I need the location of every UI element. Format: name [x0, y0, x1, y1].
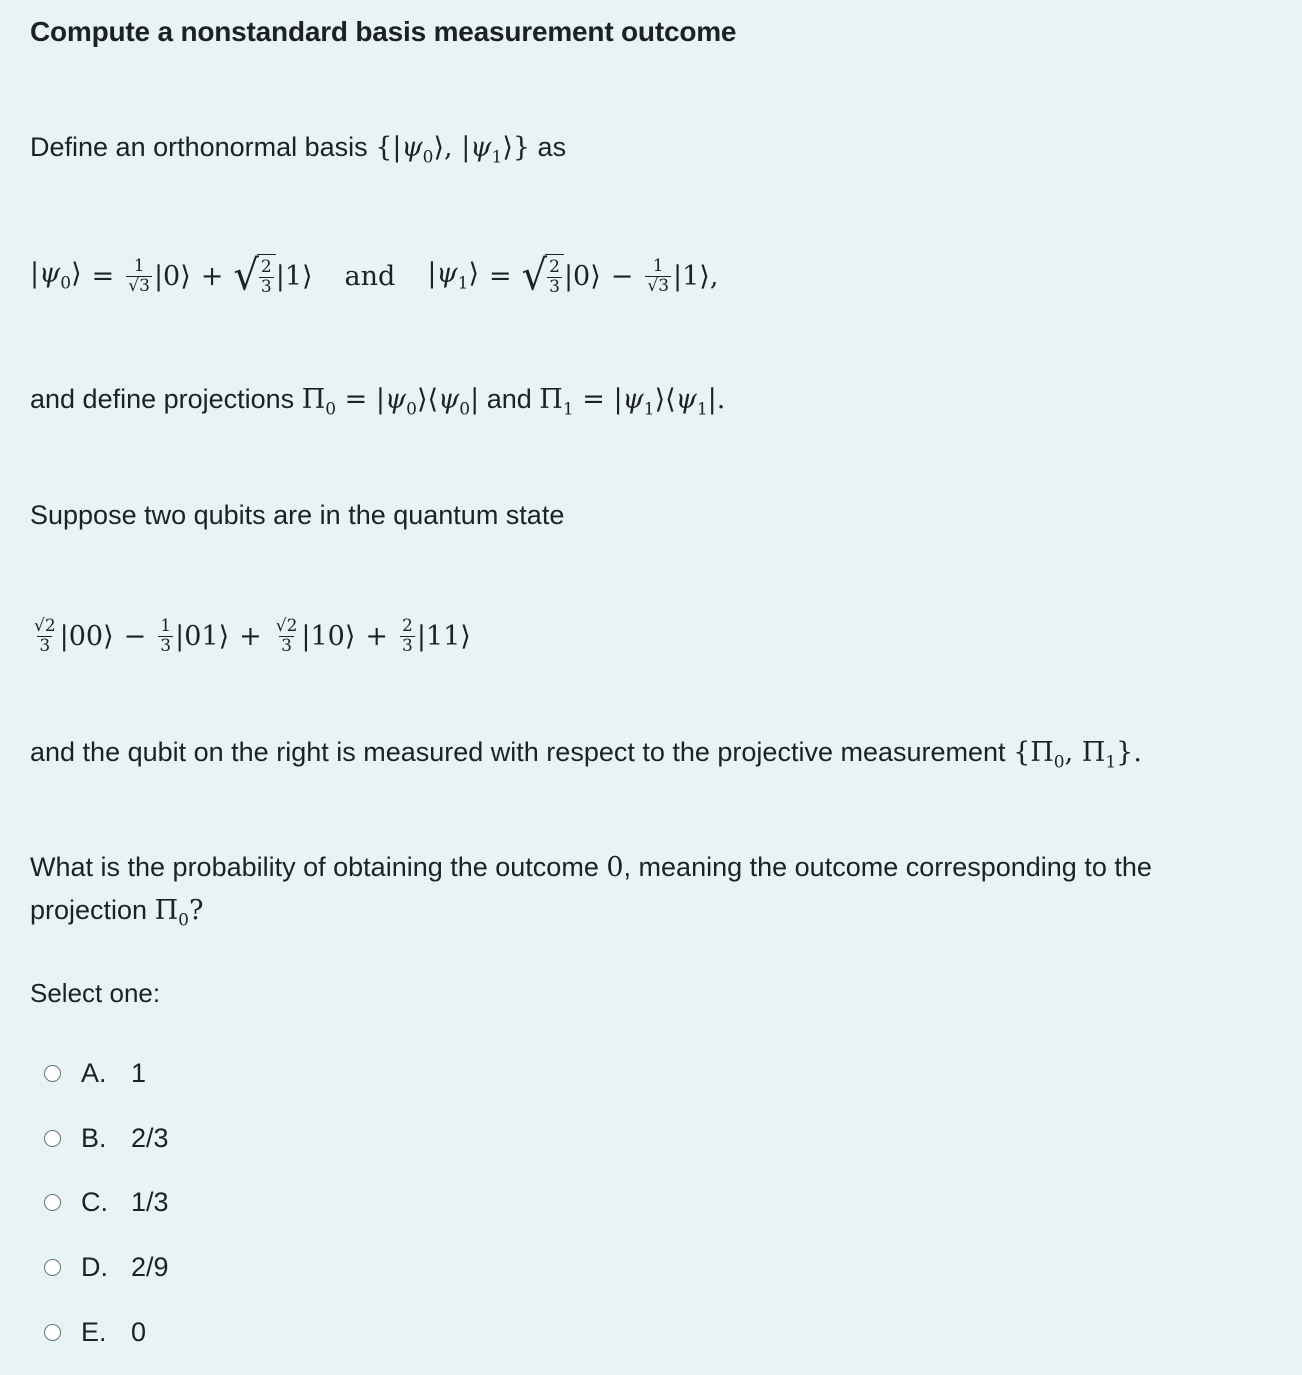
select-one-label: Select one: [30, 978, 161, 1008]
option-c[interactable] [44, 1182, 169, 1222]
option-value: 1/3 [131, 1186, 169, 1217]
option-value: 2/3 [131, 1122, 169, 1153]
radio-button-icon[interactable] [44, 1259, 61, 1276]
option-e[interactable] [44, 1312, 146, 1352]
fraction-sqrt2-over-3: $\frac{√2}{3}$ [275, 615, 298, 656]
basis-definition [30, 126, 566, 179]
option-letter: D. [81, 1251, 108, 1282]
outcome-zero-math: 0 [606, 852, 624, 883]
option-letter: C. [81, 1186, 108, 1217]
fraction-1-over-sqrt3: $\frac{1}{√3}$ [128, 255, 150, 296]
radio-button-icon[interactable] [44, 1065, 61, 1082]
projections-prefix: and define projections [30, 384, 295, 414]
projections-and-text: and [486, 384, 532, 414]
radio-button-icon[interactable] [44, 1130, 61, 1147]
projection-0-question-math: $\Pi_0$? [154, 895, 204, 931]
option-value: 1 [131, 1057, 147, 1088]
measurement-prefix: and the qubit on the right is measured with respect to the projective measurement [30, 737, 1006, 767]
option-d[interactable] [44, 1247, 169, 1287]
basis-intro-suffix: as [537, 132, 567, 162]
option-value: 2/9 [131, 1251, 169, 1282]
fraction-2-over-3: $\frac{2}{3}$ [402, 615, 413, 656]
probability-text-1: What is the probability of obtaining the outcome [30, 852, 599, 882]
projections-definition [30, 378, 725, 431]
fraction-sqrt2-over-3: $\frac{√2}{3}$ [34, 615, 56, 656]
state-equation: $\frac{√2}{3}$ |00⟩ − $\frac{1}{3}$ |01⟩ + $\frac{√2}{3}$ |10⟩ + $\frac{2}{3}$ |11⟩ [34, 615, 471, 656]
state-intro: Suppose two qubits are in the quantum state [30, 500, 565, 530]
projection-0-math: $\Pi_0$ = $|\psi_0⟩⟨\psi_0|$ [301, 384, 480, 420]
probability-text-3: projection [30, 895, 148, 925]
probability-text-2: , meaning the outcome corresponding to the [623, 852, 1152, 882]
option-letter: A. [81, 1057, 107, 1088]
option-letter: B. [81, 1122, 107, 1153]
option-letter: E. [81, 1316, 107, 1347]
radio-button-icon[interactable] [44, 1324, 61, 1341]
basis-set-math: {$|\psi_0⟩$, $|\psi_1⟩$} [375, 132, 531, 168]
projection-1-math: $\Pi_1$ = $|\psi_1⟩⟨\psi_1|$. [539, 384, 726, 420]
option-b[interactable] [44, 1118, 169, 1158]
fraction-1-over-3: $\frac{1}{3}$ [160, 615, 172, 656]
basis-and-text: and [344, 260, 396, 292]
option-value: 0 [131, 1316, 147, 1347]
sqrt-two-thirds: √ $\frac{2}{3}$ [233, 254, 275, 298]
option-a[interactable] [44, 1053, 146, 1093]
basis-equation: $|\psi_0⟩$ = $\frac{1}{√3}$ |0⟩ + √ $\frac{2}{3}$ |1⟩ and $|\psi_1⟩$ = √ $\frac{2}{3}$ |0⟩ − $\frac{1}{√3}$ |1⟩, [30, 251, 719, 301]
radio-button-icon[interactable] [44, 1194, 61, 1211]
probability-question [30, 846, 1152, 942]
fraction-1-over-sqrt3: $\frac{1}{√3}$ [647, 255, 670, 296]
sqrt-two-thirds: √ $\frac{2}{3}$ [522, 254, 564, 298]
measurement-set-math: {$\Pi_0$, $\Pi_1$}. [1013, 737, 1142, 773]
question-title: Compute a nonstandard basis measurement outcome [30, 16, 737, 47]
measurement-text [30, 731, 1142, 784]
basis-intro-text: Define an orthonormal basis [30, 132, 368, 162]
